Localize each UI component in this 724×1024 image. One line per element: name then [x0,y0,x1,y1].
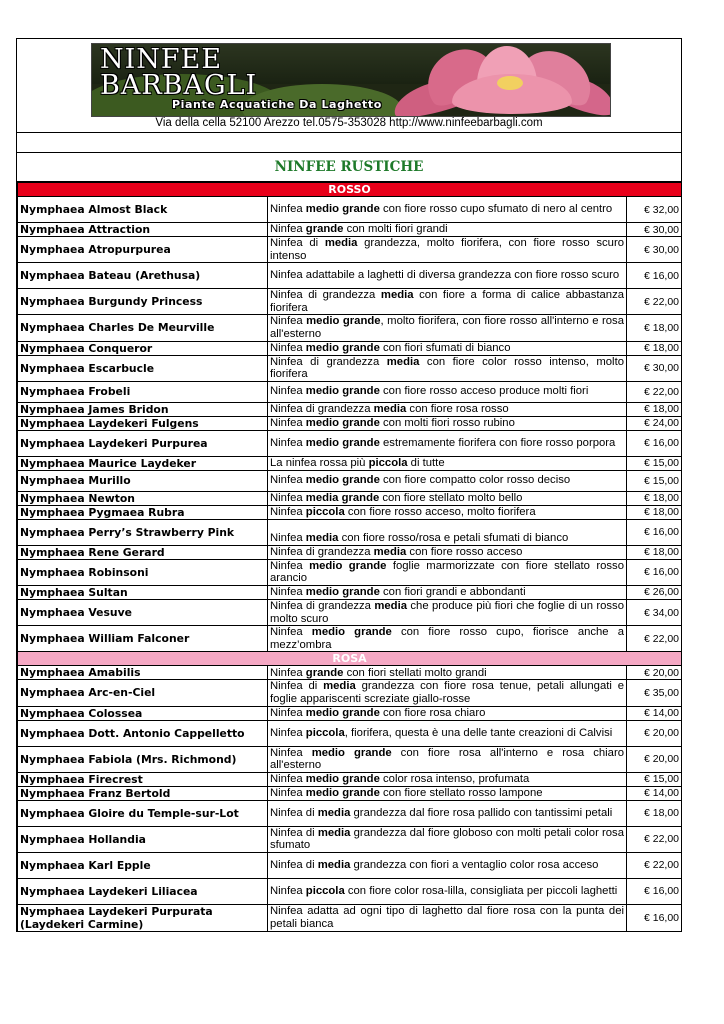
description-text: Ninfea [270,706,306,719]
price-list-sheet [16,38,682,932]
product-price: € 35,00 [627,680,682,706]
product-name: Nymphaea Arc-en-Ciel [18,680,268,706]
product-price: € 14,00 [627,786,682,800]
product-description [268,680,627,706]
product-price: € 26,00 [627,585,682,599]
product-description [268,505,627,519]
product-description [268,852,627,878]
products-table [17,182,682,932]
description-emphasis: media [373,545,407,558]
description-text: di tutte [407,456,445,469]
brand-name-line2: BARBAGLI [100,70,258,101]
product-name: Nymphaea Fabiola (Mrs. Richmond) [18,746,268,772]
product-price: € 18,00 [627,315,682,341]
product-description [268,666,627,680]
product-price: € 22,00 [627,826,682,852]
product-description [268,381,627,402]
product-price: € 15,00 [627,772,682,786]
table-row [18,416,682,430]
brand-logo-banner [91,43,611,117]
description-emphasis: media [373,402,407,415]
table-row [18,237,682,263]
description-text: estremamente fiorifera con fiore rosso porpora [379,436,616,449]
table-row [18,505,682,519]
product-description [268,706,627,720]
description-text: con fiore rosso acceso produce molti fiori [379,385,589,398]
product-name: Nymphaea Laydekeri Fulgens [18,416,268,430]
product-name: Nymphaea Atropurpurea [18,237,268,263]
product-name: Nymphaea Frobeli [18,381,268,402]
product-description [268,289,627,315]
description-emphasis: grande [305,666,344,679]
description-text: Ninfea [270,203,306,216]
description-emphasis: media [317,826,351,839]
table-row [18,720,682,746]
product-description [268,456,627,470]
description-emphasis: medio grande [311,746,392,759]
description-text: grandezza dal fiore globoso con molti petali color rosa sfumato [270,826,624,852]
product-description [268,315,627,341]
description-emphasis: media [324,237,358,249]
description-emphasis: medio grande [305,772,380,785]
description-text: che produce più fiori che foglie di un rosso molto scuro [270,599,624,625]
category-header-rosa [18,652,682,666]
description-text: Ninfea di [270,859,318,872]
product-price: € 16,00 [627,430,682,456]
product-price: € 16,00 [627,878,682,904]
table-row [18,826,682,852]
product-description [268,402,627,416]
product-price: € 22,00 [627,289,682,315]
description-text: , fiorifera, questa è una delle tante creazioni di Calvisi [344,726,613,739]
product-price: € 30,00 [627,237,682,263]
description-text: Ninfea [270,341,306,354]
description-text: Ninfea [270,586,306,599]
product-description [268,720,627,746]
product-description [268,599,627,625]
description-text: con fiore rosso cupo sfumato di nero al centro [379,203,613,216]
product-price: € 30,00 [627,223,682,237]
description-text: Ninfea [270,885,306,898]
description-text: Ninfea [270,726,306,739]
product-description [268,786,627,800]
description-emphasis: media [374,599,408,612]
product-price: € 20,00 [627,746,682,772]
product-price: € 22,00 [627,626,682,652]
product-description [268,416,627,430]
product-name: Nymphaea James Bridon [18,402,268,416]
description-text: con fiore rosso acceso [406,545,523,558]
product-description [268,223,627,237]
product-description [268,197,627,223]
table-row [18,402,682,416]
product-name: Nymphaea Conqueror [18,341,268,355]
product-name: Nymphaea Robinsoni [18,559,268,585]
table-row [18,315,682,341]
category-label: ROSSO [18,183,682,197]
table-row [18,585,682,599]
description-text: Ninfea di grandezza [270,599,375,612]
description-emphasis: medio grande [305,706,380,719]
product-price: € 16,00 [627,263,682,289]
description-emphasis: medio grande [305,341,380,354]
product-price: € 18,00 [627,545,682,559]
description-text: con fiore rosa rosso [406,402,509,415]
product-name: Nymphaea Attraction [18,223,268,237]
description-emphasis: medio grande [305,416,380,429]
table-row [18,519,682,545]
product-name: Nymphaea Maurice Laydeker [18,456,268,470]
product-price: € 15,00 [627,456,682,470]
description-text: Ninfea adattabile a laghetti di diversa grandezza con fiore rosso scuro [270,269,620,282]
product-name: Nymphaea Perry’s Strawberry Pink [18,519,268,545]
description-text: Ninfea [270,559,310,572]
table-row [18,491,682,505]
description-text: Ninfea di [270,680,324,693]
description-text: Ninfea [270,315,307,328]
table-row [18,263,682,289]
product-name: Nymphaea Almost Black [18,197,268,223]
product-name: Nymphaea Karl Epple [18,852,268,878]
water-lily-icon [497,76,523,90]
product-description [268,355,627,381]
product-name: Nymphaea Firecrest [18,772,268,786]
description-text: grandezza con fiori a ventaglio color rosa acceso [350,859,599,872]
description-text: con fiore rosso/rosa e petali sfumati di bianco [338,532,569,545]
product-name: Nymphaea Laydekeri Purpurata (Laydekeri Carmine) [18,904,268,931]
description-text: La ninfea rossa più [270,456,369,469]
product-description [268,470,627,491]
description-emphasis: grande [305,223,344,236]
company-address: Via della cella 52100 Arezzo tel.0575-353028 http://www.ninfeebarbagli.com [155,117,543,129]
product-name: Nymphaea Escarbucle [18,355,268,381]
product-price: € 14,00 [627,706,682,720]
description-text: con fiore a forma di calice abbastanza fiorifera [270,289,624,314]
description-text: con fiore compatto color rosso deciso [379,474,571,487]
product-name: Nymphaea Laydekeri Purpurea [18,430,268,456]
description-emphasis: medio grande [306,315,381,328]
description-text: Ninfea [270,436,306,449]
product-description [268,491,627,505]
description-text: Ninfea [270,416,306,429]
product-price: € 34,00 [627,599,682,625]
table-row [18,599,682,625]
product-price: € 18,00 [627,402,682,416]
product-price: € 15,00 [627,470,682,491]
description-emphasis: medio grande [305,385,380,398]
product-name: Nymphaea William Falconer [18,626,268,652]
product-description [268,559,627,585]
product-price: € 16,00 [627,904,682,931]
description-text: con fiore color rosa-lilla, consigliata per piccoli laghetti [344,885,618,898]
product-price: € 24,00 [627,416,682,430]
table-row [18,559,682,585]
description-emphasis: piccola [305,726,345,739]
description-text: con fiore stellato molto bello [379,491,523,504]
table-row [18,666,682,680]
description-emphasis: media grande [305,491,380,504]
description-text: foglie marmorizzate con fiore stellato rosso arancio [270,559,624,585]
table-row [18,800,682,826]
description-emphasis: media [386,355,420,368]
table-row [18,197,682,223]
description-text: Ninfea di [270,237,325,249]
description-text: con fiori grandi e abbondanti [379,586,526,599]
description-text: Ninfea adatta ad ogni tipo di laghetto dal fiore rosa con la punta dei petali bianca [270,905,624,930]
table-row [18,852,682,878]
product-price: € 20,00 [627,720,682,746]
product-price: € 18,00 [627,491,682,505]
description-text: con fiore rosso cupo, fiorisce anche a mezz’ombra [270,626,624,651]
product-price: € 18,00 [627,800,682,826]
product-description [268,430,627,456]
description-emphasis: medio grande [305,474,380,487]
description-text: Ninfea [270,223,306,236]
product-price: € 22,00 [627,852,682,878]
table-row [18,680,682,706]
description-text: Ninfea [270,626,312,639]
table-row [18,746,682,772]
table-row [18,223,682,237]
category-header-rosso [18,183,682,197]
table-row [18,878,682,904]
description-text: Ninfea [270,532,306,545]
brand-tagline: Piante Acquatiche Da Laghetto [172,98,382,111]
product-name: Nymphaea Pygmaea Rubra [18,505,268,519]
product-description [268,263,627,289]
description-text: Ninfea [270,786,306,799]
product-name: Nymphaea Charles De Meurville [18,315,268,341]
product-description [268,826,627,852]
description-text: Ninfea [270,474,306,487]
description-text: con fiore stellato rosso lampone [379,786,543,799]
table-row [18,430,682,456]
description-text: con fiore rosa all'interno e rosa chiaro all'esterno [270,746,625,772]
description-emphasis: medio grande [305,203,380,216]
description-text: Ninfea di [270,806,318,819]
description-emphasis: media [323,680,356,693]
product-price: € 22,00 [627,381,682,402]
table-row [18,456,682,470]
product-price: € 32,00 [627,197,682,223]
description-text: Ninfea [270,505,306,518]
product-description [268,800,627,826]
description-emphasis: medio grande [305,586,380,599]
description-text: con molti fiori rosso rubino [379,416,515,429]
product-name: Nymphaea Dott. Antonio Cappelletto [18,720,268,746]
description-emphasis: media [317,806,351,819]
description-text: con fiori stellati molto grandi [343,666,487,679]
product-description [268,519,627,545]
product-name: Nymphaea Amabilis [18,666,268,680]
product-price: € 20,00 [627,666,682,680]
table-row [18,786,682,800]
description-text: Ninfea [270,385,306,398]
product-name: Nymphaea Murillo [18,470,268,491]
table-row [18,289,682,315]
description-text: Ninfea [270,772,306,785]
table-row [18,341,682,355]
section-title: NINFEE RUSTICHE [274,159,424,175]
description-emphasis: medio grande [309,559,387,572]
description-emphasis: piccola [305,885,345,898]
product-price: € 16,00 [627,519,682,545]
product-price: € 18,00 [627,341,682,355]
description-text: con fiore rosa chiaro [379,706,486,719]
description-text: con molti fiori grandi [343,223,448,236]
description-text: con fiore rosso acceso, molto fiorifera [344,505,536,518]
product-name: Nymphaea Newton [18,491,268,505]
product-price: € 18,00 [627,505,682,519]
product-name: Nymphaea Sultan [18,585,268,599]
product-name: Nymphaea Rene Gerard [18,545,268,559]
product-description [268,545,627,559]
product-description [268,772,627,786]
product-description [268,878,627,904]
product-description [268,585,627,599]
table-row [18,706,682,720]
product-description [268,237,627,263]
product-price: € 16,00 [627,559,682,585]
table-row [18,355,682,381]
table-row [18,904,682,931]
description-emphasis: medio grande [305,436,380,449]
description-emphasis: piccola [305,505,345,518]
product-name: Nymphaea Hollandia [18,826,268,852]
header-banner-row [17,39,681,133]
product-description [268,341,627,355]
description-text: Ninfea di grandezza [270,545,374,558]
description-text: con fiore color rosso intenso, molto fiorifera [270,355,624,381]
description-text: Ninfea di [270,826,318,839]
table-row [18,470,682,491]
product-description [268,746,627,772]
category-label: ROSA [18,652,682,666]
description-text: Ninfea [270,746,312,759]
description-text: Ninfea [270,666,306,679]
section-title-row [17,153,681,182]
product-description [268,904,627,931]
description-text: , molto fiorifera, con fiore rosso all'interno e rosa all'esterno [270,315,624,340]
description-text: grandezza dal fiore rosa pallido con tantissimi petali [350,806,613,819]
product-name: Nymphaea Vesuve [18,599,268,625]
description-text: Ninfea di grandezza [270,402,374,415]
description-emphasis: media [317,859,351,872]
description-text: Ninfea [270,491,306,504]
description-text: grandezza con fiore rosa tenue, petali allungati e foglie appariscenti screziate giallo-rosse [270,680,624,705]
product-name: Nymphaea Franz Bertold [18,786,268,800]
product-name: Nymphaea Bateau (Arethusa) [18,263,268,289]
table-row [18,381,682,402]
table-row [18,772,682,786]
description-emphasis: media [305,532,339,545]
description-text: grandezza, molto fiorifera, con fiore rosso scuro intenso [270,237,624,262]
product-description [268,626,627,652]
table-row [18,545,682,559]
description-emphasis: medio grande [311,626,392,639]
product-name: Nymphaea Laydekeri Liliacea [18,878,268,904]
description-text: color rosa intenso, profumata [379,772,530,785]
description-emphasis: media [380,289,414,302]
brand-name-line1: NINFEE [100,44,223,75]
description-emphasis: medio grande [305,786,380,799]
product-name: Nymphaea Colossea [18,706,268,720]
description-emphasis: piccola [368,456,408,469]
description-text: con fiori sfumati di bianco [379,341,511,354]
product-name: Nymphaea Gloire du Temple-sur-Lot [18,800,268,826]
product-price: € 30,00 [627,355,682,381]
description-text: Ninfea di grandezza [270,355,387,368]
product-name: Nymphaea Burgundy Princess [18,289,268,315]
table-row [18,626,682,652]
spacer-row [17,133,681,153]
description-text: Ninfea di grandezza [270,289,381,302]
